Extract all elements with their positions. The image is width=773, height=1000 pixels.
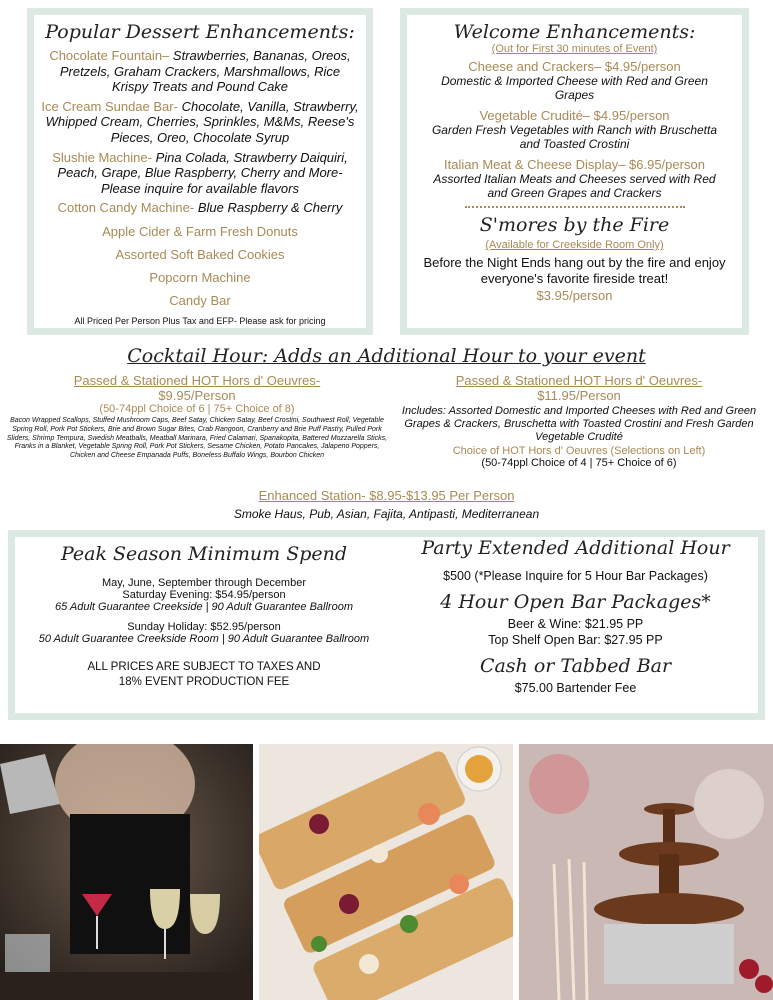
top-shelf-price: Top Shelf Open Bar: $27.95 PP [488, 633, 663, 647]
peak-sunday-guarantee: 50 Adult Guarantee Creekside Room | 90 Adult Guarantee Ballroom [38, 633, 370, 645]
dessert-item-list [40, 48, 360, 216]
dessert-item [40, 99, 360, 146]
dotted-divider [465, 206, 685, 208]
dessert-simple-item: Apple Cider & Farm Fresh Donuts [102, 223, 298, 239]
dessert-simple-item: Candy Bar [169, 292, 231, 308]
dessert-note: All Priced Per Person Plus Tax and EFP- Please ask for pricing [74, 315, 326, 326]
cocktail-left-list: Bacon Wrapped Scallops, Stuffed Mushroom Caps, Beef Satay, Chicken Satay, Beef Crostini, Southwest Roll, Vegetable Spring Roll, Pork Pot Stickers, Brie and Brown Sugar Bites, Crab Rangoon, Cranberry and Brie Puff Pastry, Pulled Pork Sliders, Shrimp Tempura, Swedish Meatballs, Meatball Marinara, Fried Calamari, Spanakopita, Battered Mozzarella Sticks, Franks in a Blanket, Vegetable Spring Roll, Pork Pot Stickers, Sesame Chicken, Potato Pancakes, Jalapeno Poppers, Chicken and Cheese Empanada Puffs, Boneless Buffalo Wings, Bourbon Chicken [6, 417, 388, 459]
cocktail-left-choice: (50-74ppl Choice of 6 | 75+ Choice of 8) [99, 403, 295, 415]
welcome-box [400, 8, 749, 335]
welcome-item-description: Domestic & Imported Cheese with Red and Green Grapes [441, 74, 708, 103]
dessert-item [40, 200, 360, 216]
welcome-item-list [413, 59, 736, 200]
party-extended-title: Party Extended Additional Hour [421, 537, 730, 559]
cocktail-right-price: $11.95/Person [537, 388, 621, 403]
cocktail-right-choice: (50-74ppl Choice of 4 | 75+ Choice of 6) [481, 456, 677, 469]
cocktail-right [392, 373, 766, 469]
pricing-box [8, 530, 765, 720]
party-section [393, 537, 758, 695]
welcome-title: Welcome Enhancements: [453, 21, 696, 43]
enhanced-station-list: Smoke Haus, Pub, Asian, Fajita, Antipasti, Mediterranean [233, 507, 540, 521]
welcome-subtitle: (Out for First 30 minutes of Event) [491, 43, 658, 55]
dessert-item-description: Strawberries, Bananas, Oreos, Pretzels, Graham Crackers, Marshmallows, Rice Krispy Treats and Pound Cake [59, 48, 351, 95]
smores-price: $3.95/person [536, 287, 613, 303]
dessert-item-description: Chocolate, Vanilla, Strawberry, Whipped Cream, Cherries, Sprinkles, M&Ms, Reese's Pieces, Oreo, Chocolate Syrup [45, 98, 359, 145]
taxes-line-1: ALL PRICES ARE SUBJECT TO TAXES AND [87, 661, 321, 673]
dessert-item-name: Cotton Candy Machine- [57, 200, 195, 216]
open-bar-title: 4 Hour Open Bar Packages* [440, 591, 711, 613]
cocktail-title: Cocktail Hour: Adds an Additional Hour to your event [127, 345, 646, 367]
chocolate-fountain-photo [519, 744, 773, 1000]
welcome-item-description: Assorted Italian Meats and Cheeses served with Red and Green Grapes and Crackers [433, 171, 716, 200]
enhanced-station [0, 488, 773, 521]
dessert-title: Popular Dessert Enhancements: [45, 21, 355, 43]
cocktail-right-choice-label: Choice of HOT Hors d' Oeuvres (Selections on Left) [452, 444, 706, 457]
bartender-fee: $75.00 Bartender Fee [514, 681, 637, 695]
welcome-item-description: Garden Fresh Vegetables with Ranch with Bruschetta and Toasted Crostini [431, 122, 718, 152]
welcome-item-name: Italian Meat & Cheese Display– $6.95/person [444, 156, 705, 172]
smores-description: Before the Night Ends hang out by the fire and enjoy everyone's favorite fireside treat! [423, 255, 726, 286]
dessert-simple-list [40, 224, 360, 308]
cocktail-right-title: Passed & Stationed HOT Hors d' Oeuvres- [455, 373, 703, 388]
dessert-simple-item: Assorted Soft Baked Cookies [115, 246, 285, 262]
welcome-item-name: Cheese and Crackers– $4.95/person [468, 59, 681, 74]
dessert-item-name: Slushie Machine- [52, 149, 152, 165]
peak-sunday: Sunday Holiday: $52.95/person [127, 621, 281, 633]
flatbread-photo [259, 744, 513, 1000]
cocktail-left-title: Passed & Stationed HOT Hors d' Oeuvres- [73, 373, 321, 388]
dessert-item-description: Blue Raspberry & Cherry [197, 200, 343, 216]
cash-bar-title: Cash or Tabbed Bar [479, 655, 672, 677]
enhanced-station-title: Enhanced Station- $8.95-$13.95 Per Person [258, 488, 515, 503]
dessert-item [40, 48, 360, 95]
dessert-item-name: Chocolate Fountain– [49, 48, 170, 63]
welcome-item [413, 59, 736, 103]
dessert-item [40, 150, 360, 197]
cocktail-left-price: $9.95/Person [158, 388, 236, 403]
beer-wine-price: Beer & Wine: $21.95 PP [507, 617, 644, 631]
cocktail-right-description: Includes: Assorted Domestic and Imported Cheeses with Red and Green Grapes & Crackers, Bruschetta with Toasted Crostini and Fresh Garden Vegetable Crudité [401, 405, 757, 444]
cocktails-photo [0, 744, 253, 1000]
party-extended-price: $500 (*Please Inquire for 5 Hour Bar Packages) [443, 569, 708, 583]
dessert-item-description: Pina Colada, Strawberry Daiquiri, Peach, Grape, Blue Raspberry, Cherry and More- Please inquire for available flavors [57, 149, 348, 196]
welcome-item [413, 108, 736, 152]
welcome-item-name: Vegetable Crudité– $4.95/person [479, 107, 670, 123]
smores-title: S'mores by the Fire [479, 214, 670, 237]
dessert-simple-item: Popcorn Machine [149, 269, 251, 285]
peak-saturday: Saturday Evening: $54.95/person [122, 589, 286, 601]
welcome-item [413, 157, 736, 201]
peak-season-title: Peak Season Minimum Spend [60, 543, 348, 565]
taxes-line-2: 18% EVENT PRODUCTION FEE [118, 676, 290, 688]
peak-months: May, June, September through December [101, 577, 306, 589]
cocktail-left [6, 373, 388, 461]
dessert-box [27, 8, 373, 335]
dessert-item-name: Ice Cream Sundae Bar- [41, 98, 178, 114]
peak-saturday-guarantee: 65 Adult Guarantee Creekside | 90 Adult Guarantee Ballroom [55, 601, 353, 613]
smores-subtitle: (Available for Creekside Room Only) [485, 239, 664, 252]
peak-season-section [15, 543, 393, 688]
